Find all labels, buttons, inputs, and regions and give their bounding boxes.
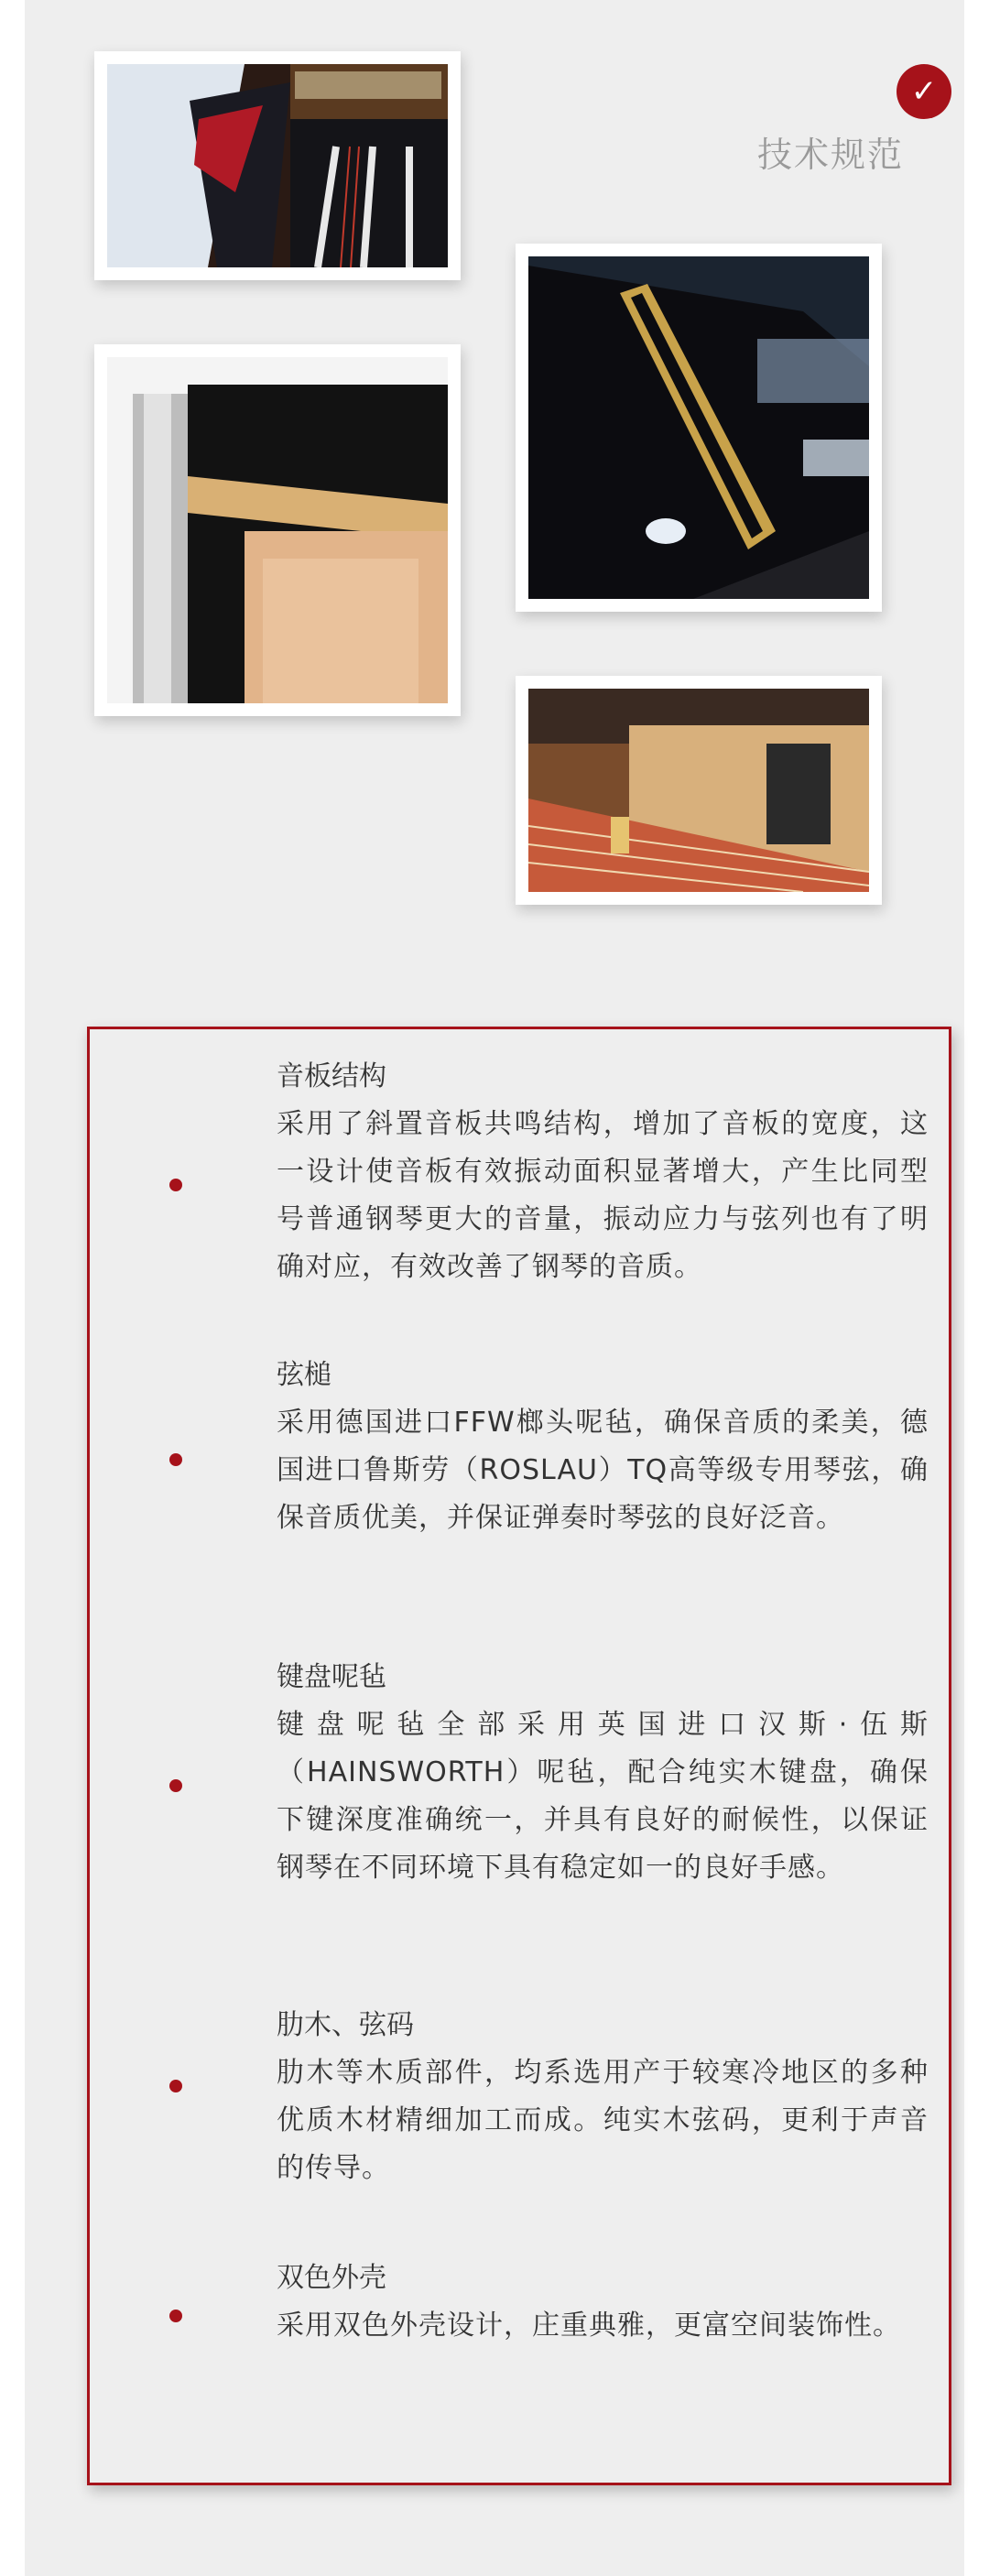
spec-title: 双色外壳 xyxy=(277,2262,386,2294)
spec-title: 肋木、弦码 xyxy=(277,2009,414,2041)
spec-body: 键盘呢毡全部采用英国进口汉斯·伍斯（HAINSWORTH）呢毡，配合纯实木键盘，确保下键深度准确统一，并具有良好的耐候性，以保证钢琴在不同环境下具有稳定如一的良好手感。 xyxy=(277,1709,929,1884)
spec-body: 采用了斜置音板共鸣结构，增加了音板的宽度，这一设计使音板有效振动面积显著增大，产生比同型号普通钢琴更大的音量，振动应力与弦列也有了明确对应，有效改善了钢琴的音质。 xyxy=(277,1108,929,1283)
bullet-icon xyxy=(169,1779,182,1792)
piano-bridge-photo xyxy=(516,676,882,905)
piano-hammer-rail-photo xyxy=(94,344,461,716)
spec-title: 键盘呢毡 xyxy=(277,1661,386,1693)
checkmark-glyph: ✓ xyxy=(910,73,938,110)
spec-body: 采用双色外壳设计，庄重典雅，更富空间装饰性。 xyxy=(277,2310,901,2342)
checkmark-icon xyxy=(897,64,951,119)
spec-body: 采用德国进口FFW榔头呢毡，确保音质的柔美，德国进口鲁斯劳（ROSLAU）TQ高等级专用琴弦，确保音质优美，并保证弹奏时琴弦的良好泛音。 xyxy=(277,1407,929,1534)
specs-panel xyxy=(87,1027,951,2485)
gold-ornament-image xyxy=(528,256,869,599)
spec-title: 音板结构 xyxy=(277,1060,386,1092)
piano-strings-image xyxy=(107,64,448,267)
string-bridge-image xyxy=(528,689,869,892)
hammer-rail-image xyxy=(107,357,448,703)
bullet-icon xyxy=(169,1179,182,1191)
bullet-icon xyxy=(169,2080,182,2092)
bullet-icon xyxy=(169,2310,182,2322)
bullet-icon xyxy=(169,1453,182,1466)
page-title: 技术规范 xyxy=(756,135,904,175)
page-background xyxy=(25,0,964,2576)
spec-body: 肋木等木质部件，均系选用产于较寒冷地区的多种优质木材精细加工而成。纯实木弦码，更利于声音的传导。 xyxy=(277,2057,929,2184)
piano-lid-ornament-photo xyxy=(516,244,882,612)
piano-interior-photo xyxy=(94,51,461,280)
spec-title: 弦槌 xyxy=(277,1359,331,1391)
